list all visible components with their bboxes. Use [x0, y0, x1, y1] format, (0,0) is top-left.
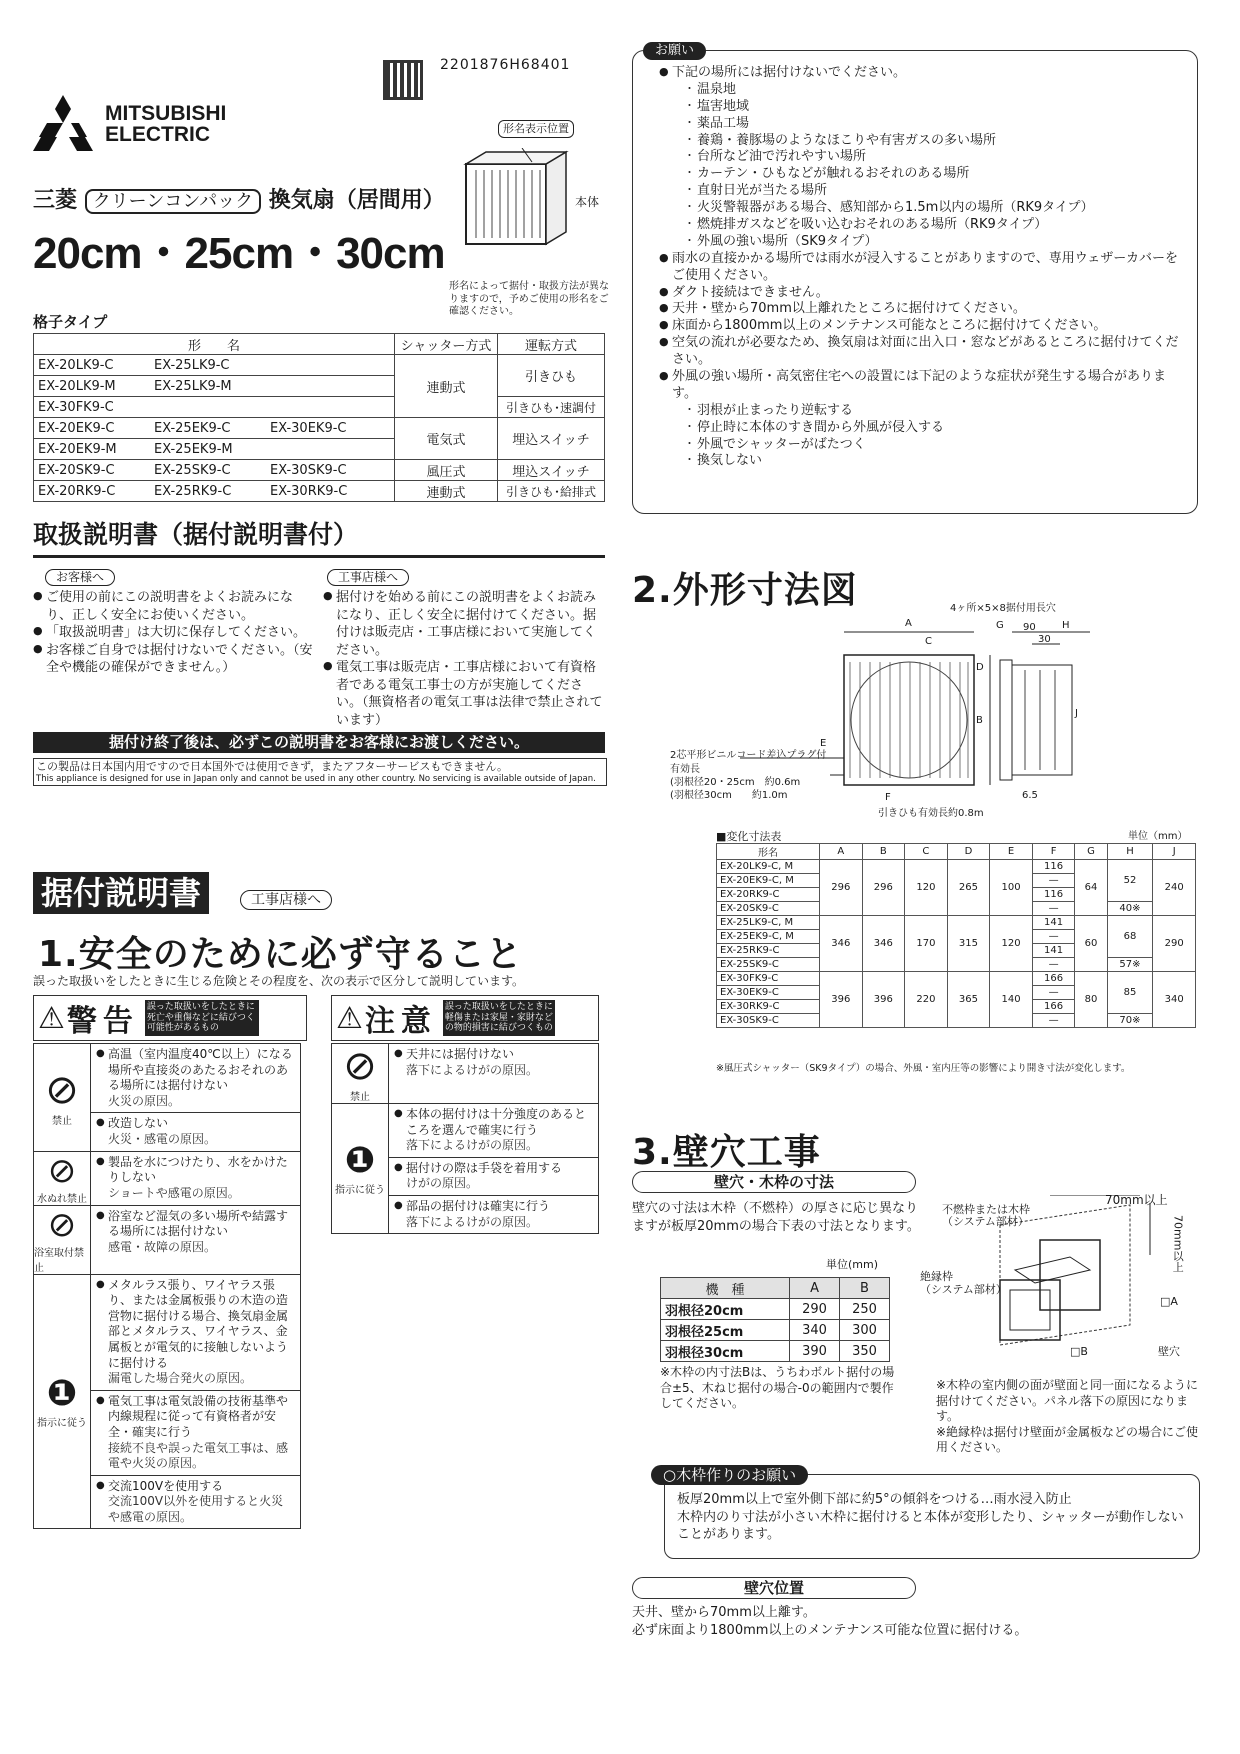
- table-row: EX-25SK9-C — 57※: [717, 958, 1196, 972]
- size-heading: 20cm・25cm・30cm: [33, 229, 445, 278]
- table-row: 羽根径25cm 340 300: [661, 1320, 890, 1341]
- brand-name: MITSUBISHI ELECTRIC: [105, 102, 227, 146]
- list-item: ● 天井・壁から70mm以上離れたところに据付けてください。: [659, 301, 1187, 318]
- variable-dims-note: ※風圧式シャッター（SK9タイプ）の場合、外風・室内圧等の影響により開き寸法が変化します。: [716, 1063, 1131, 1074]
- wall-hole-diagram-notes: ※木枠の室内側の面が壁面と同一面になるように据付けてください。パネル落下の原因になります。 ※絶縁枠は据付け壁面が金属板などの場合にご使用ください。: [936, 1378, 1199, 1455]
- wall-hole-table-note: ※木枠の内寸法Bは、うちわボルト据付の場合±5、木ねじ据付の場合-0の範囲内で製作してください。: [660, 1365, 895, 1411]
- table-row: EX-20EK9-M EX-25EK9-M: [34, 439, 605, 460]
- installer-label: 工事店様へ: [327, 569, 409, 586]
- variable-dims-caption: ■変化寸法表: [716, 830, 782, 843]
- request-label: お願い: [643, 42, 706, 60]
- list-item: ● 雨水の直接かかる場所では雨水が浸入することがありますので、専用ウェザーカバーをご使用ください。: [659, 251, 1187, 285]
- variable-dims-unit: 単位（mm）: [1128, 831, 1188, 842]
- handover-banner: 据付け終了後は、必ずこの説明書をお客様にお渡しください。: [33, 732, 605, 753]
- manual-title: 取扱説明書（据付説明書付）: [33, 515, 605, 558]
- model-table-header: シャッター方式: [395, 334, 498, 355]
- table-row: EX-20EK9-C, M —: [717, 874, 1196, 888]
- model-table-caption: 格子タイプ: [33, 313, 108, 331]
- wall-hole-subheading: 壁穴・木枠の寸法: [632, 1171, 916, 1193]
- install-manual-title: 据付説明書: [33, 872, 209, 914]
- document-code: 2201876H68401: [440, 57, 571, 73]
- model-table-header: 形 名: [34, 334, 395, 355]
- table-row: EX-20LK9-M EX-25LK9-M: [34, 376, 605, 397]
- customer-label: お客様へ: [45, 569, 115, 586]
- list-item: ● 「取扱説明書」は大切に保存してください。: [33, 624, 313, 642]
- table-row: EX-20EK9-C EX-25EK9-C EX-30EK9-C 電気式 埋込スイッチ: [34, 418, 605, 439]
- table-row: 羽根径20cm 290 250: [661, 1299, 890, 1320]
- label-position-tag: 形名表示位置: [498, 120, 574, 138]
- qr-code: [383, 60, 423, 100]
- section1-intro: 誤った取扱いをしたときに生じる危険とその程度を、次の表示で区分して説明しています。: [33, 974, 525, 988]
- table-row: EX-30FK9-C 引きひも･速調付: [34, 397, 605, 418]
- model-table-header: 運転方式: [498, 334, 605, 355]
- no-bathroom-icon: ⊘: [47, 1204, 77, 1245]
- section2-title: 2.外形寸法図: [632, 570, 858, 611]
- no-water-icon: ⊘: [47, 1150, 77, 1191]
- list-item: ● 据付けを始める前にこの説明書をよくお読みになり、正しく安全に据付けてください。据付けは販売店・工事店様において実施してください。: [323, 589, 605, 659]
- table-row: EX-25EK9-C, M —: [717, 930, 1196, 944]
- table-row: EX-20SK9-C — 40※: [717, 902, 1196, 916]
- wall-hole-unit: 単位(mm): [826, 1258, 879, 1271]
- table-row: EX-30SK9-C — 70※: [717, 1014, 1196, 1028]
- table-row: EX-30EK9-C —: [717, 986, 1196, 1000]
- list-item: ● 下記の場所には据付けないでください。 ・ 温泉地 ・ 塩害地域 ・ 薬品工場 ・ 養鶏・養豚場のようなほこりや有害ガスの多い場所 ・ 台所など油で汚れやすい場所 ・ カーテン・ひもなどが触れるおそれのある場所 ・ 直射日光が当たる場所 ・ 火災警報器がある場合、感知部から1.5m以内の場所（RK9タイプ） ・ 燃焼排ガスなどを吸い込むおそれのある場所（RK9タイプ） ・ 外風の強い場所（SK9タイプ）: [659, 65, 1187, 251]
- instruction-icon: ❶: [46, 1373, 78, 1415]
- warning-triangle-icon: ⚠: [38, 1000, 65, 1036]
- mitsubishi-logo: [33, 95, 93, 151]
- prohibited-icon: ⊘: [343, 1043, 377, 1089]
- table-row: EX-30RK9-C 166: [717, 1000, 1196, 1014]
- section1-title: 1.安全のために必ず守ること: [38, 934, 523, 975]
- table-row: EX-25RK9-C 141: [717, 944, 1196, 958]
- body-label: 本体: [575, 195, 600, 209]
- install-manual-badge: 工事店様へ: [240, 890, 332, 910]
- wall-hole-position-text: 天井、壁から70mm以上離す。 必ず床面より1800mm以上のメンテナンス可能な位置に据付ける。: [632, 1605, 1028, 1638]
- table-row: EX-25LK9-C, M 346 346 170 315 120 141 60 68 290: [717, 916, 1196, 930]
- table-row: EX-20LK9-C EX-25LK9-C 連動式 引きひも: [34, 355, 605, 376]
- dimension-drawing: 4ヶ所×5×8据付用長穴 A C D B G 90 H 30 J E F 6.5 2芯平形ビニルコード差込プラグ付 有効長 (羽根径20・25cm 約0.6m (羽根径30cm 約1.0m 引きひも有効長約0.8m: [670, 603, 1078, 819]
- table-row: EX-20RK9-C 116: [717, 888, 1196, 902]
- list-item: ● ダクト接続はできません。: [659, 285, 1187, 302]
- title-badge: クリーンコンパック: [85, 189, 261, 214]
- wall-hole-diagram: 不燃枠または木枠 （システム部材） 絶縁枠 （システム部材） 70mm以上 70mm以上 □A □B 壁穴: [920, 1193, 1185, 1358]
- warning-table: ⊘ 禁止 ● 高温（室内温度40℃以上）になる場所や直接炎のあたるおそれのある場所には据付けない 火災の原因。 ● 改造しない 火災・感電の原因。 ⊘ 水ぬれ禁止 ● 製品を水につけたり、水をかけたりしない ショートや感電の原因。 ⊘ 浴室取付禁止 ● 浴室など湿気の多い場所や結露する場所には据付けない 感電・故障の原因。 ❶ 指示に従う ● メタルラス張り、ワイヤラス張り、または金属板張りの木造の造営物に据付ける場合、換気扇金属部とメタルラス、ワイヤラス、金属板とが電気的に接触しないように据付ける 漏電した場合発火の原因。 ● 電気工事は電気設備の技術基準や内線規程に従って有資格者が安全・確実に行う 接続不良や誤った電気工事は、感電や火災の原因。 ● 交流100Vを使用する 交流100V以外を使用すると火災や感電の原因。: [33, 1043, 301, 1529]
- instruction-icon: ❶: [344, 1140, 376, 1182]
- table-row: EX-20SK9-C EX-25SK9-C EX-30SK9-C 風圧式 埋込スイッチ: [34, 460, 605, 481]
- installer-notice: [323, 566, 605, 729]
- table-row: EX-20RK9-C EX-25RK9-C EX-30RK9-C 連動式 引きひも･給排式: [34, 481, 605, 502]
- caution-table: ⊘ 禁止 ● 天井には据付けない 落下によるけがの原因。 ❶ 指示に従う ● 本体の据付けは十分強度のあるところを選んで確実に行う 落下によるけがの原因。 ● 据付けの際は手袋を着用する けがの原因。 ● 部品の据付けは確実に行う 落下によるけがの原因。: [331, 1043, 599, 1234]
- list-item: ● お客様ご自身では据付けないでください。（安全や機能の確保ができません。）: [33, 642, 313, 677]
- wood-frame-label: ○木枠作りのお願い: [651, 1465, 808, 1485]
- list-item: ● 外風の強い場所・高気密住宅への設置には下記のような症状が発生する場合があります。 ・ 羽根が止まったり逆転する ・ 停止時に本体のすき間から外風が侵入する ・ 外風でシャッターがばたつく ・ 換気しない: [659, 369, 1187, 470]
- model-check-note: 形名によって据付・取扱方法が異なりますので，予めご使用の形名をご確認ください。: [449, 281, 609, 317]
- table-row: EX-30FK9-C 396 396 220 365 140 166 80 85 340: [717, 972, 1196, 986]
- customer-notice: [33, 566, 313, 677]
- list-item: ● ご使用の前にこの説明書をよくお読みになり、正しく安全にお使いください。: [33, 589, 313, 624]
- list-item: ● 電気工事は販売店・工事店様において有資格者である電気工事士の方が実施してください。（無資格者の電気工事は法律で禁止されています）: [323, 659, 605, 729]
- model-table: [33, 333, 605, 502]
- japan-only-notice: この製品は日本国内用ですので日本国外では使用できず，またアフターサービスもできません。 This appliance is designed for use in Japan only and cannot be used in any other country. No servicing is available outside of Japan.: [33, 758, 607, 786]
- list-item: ● 床面から1800mm以上のメンテナンス可能なところに据付けてください。: [659, 318, 1187, 335]
- wall-hole-position-subheading: 壁穴位置: [632, 1577, 916, 1599]
- table-row: 羽根径30cm 390 350: [661, 1341, 890, 1362]
- product-title: 三菱 クリーンコンパック 換気扇（居間用）: [33, 188, 445, 213]
- wall-hole-table: 機 種 A B 羽根径20cm 290 250 羽根径25cm 340 300 羽根径30cm 390 350: [660, 1277, 890, 1362]
- caution-triangle-icon: ⚠: [336, 1000, 363, 1036]
- request-box: [632, 43, 1198, 514]
- list-item: ● 空気の流れが必要なため、換気扇は対面に出入口・窓などがあるところに据付けてください。: [659, 335, 1187, 369]
- warning-header: ⚠ 警告 誤った取扱いをしたときに死亡や重傷などに結びつく可能性があるもの: [33, 995, 307, 1041]
- product-illustration: [462, 148, 572, 248]
- table-row: EX-20LK9-C, M 296 296 120 265 100 116 64 52 240: [717, 860, 1196, 874]
- caution-header: ⚠ 注意 誤った取扱いをしたときに軽傷または家屋・家財などの物的損害に結びつくもの: [331, 995, 599, 1041]
- wall-hole-text: 壁穴の寸法は木枠（不燃枠）の厚さに応じ異なりますが板厚20mmの場合下表の寸法となります。: [632, 1201, 920, 1234]
- prohibited-icon: ⊘: [45, 1066, 79, 1113]
- section3-title: 3.壁穴工事: [632, 1132, 821, 1173]
- wood-frame-box: ○木枠作りのお願い 板厚20mm以上で室外側下部に約5°の傾斜をつける…雨水浸入防止 木枠内のり寸法が小さい木枠に据付けると本体が変形したり、シャッターが動作しないことがあります。: [664, 1474, 1200, 1559]
- variable-dims-table: 形名 A B C D E F G H J EX-20LK9-C, M 296 296 120 265 100 116 64 52 240 EX-20EK9-C, M — EX-20RK9-C 116 EX-20SK9-C — 40※ EX-25LK9-C, M 346 346 170 315 120 141 60 68 290 EX-25EK9-C, M — EX-25RK9-C 141 EX-25SK9-C — 57※ EX-30FK9-C 396 396 220 365 140 166 80 85 340 EX-30EK9-C — EX-30RK9-C 166 EX-30SK9-C — 70※: [716, 843, 1196, 1028]
